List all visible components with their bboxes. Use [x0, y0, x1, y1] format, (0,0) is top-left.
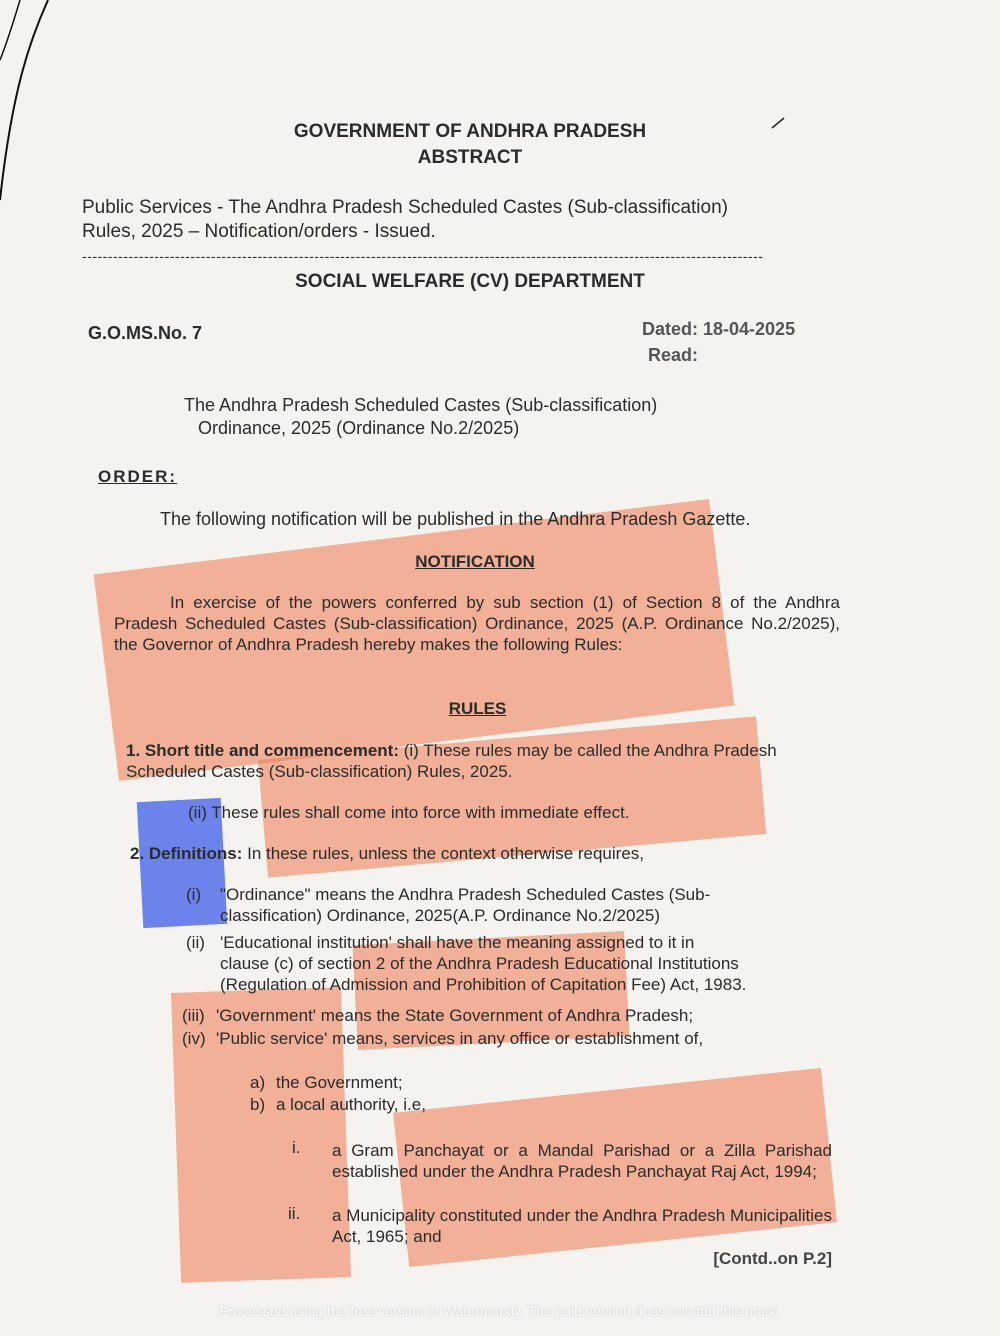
rule-1-title: 1. Short title and commencement:	[126, 741, 399, 760]
issue-date: Dated: 18-04-2025	[642, 319, 796, 339]
reference-line-2: Ordinance, 2025 (Ordinance No.2/2025)	[198, 418, 520, 438]
rule-2-title: 2. Definitions:	[130, 844, 243, 863]
subject-line-1: Public Services - The Andhra Pradesh Scheduled Castes (Sub-classification)	[82, 197, 728, 218]
reference-line-1: The Andhra Pradesh Scheduled Castes (Sub-classification)	[184, 395, 658, 415]
watermark-text: Processed using the free version of Watermarkly. The paid version does not add this mark.	[219, 1303, 781, 1319]
rule-1	[126, 740, 826, 782]
roman-item-text: a Municipality constituted under the Andhra Pradesh Municipalities Act, 1965; and	[332, 1206, 832, 1246]
notification-heading: NOTIFICATION	[415, 552, 535, 571]
order-heading: ORDER:	[98, 467, 178, 486]
rule-2	[130, 843, 644, 864]
definition-number: (i)	[186, 885, 202, 904]
read-label: Read:	[648, 345, 699, 365]
definition-item	[186, 884, 826, 928]
definition-text: 'Government' means the State Government of Andhra Pradesh;	[216, 1006, 694, 1025]
definition-number: (iii)	[182, 1006, 205, 1025]
department-heading: SOCIAL WELFARE (CV) DEPARTMENT	[295, 271, 645, 292]
definition-number: (iv)	[182, 1029, 206, 1048]
notification-text: In exercise of the powers conferred by sub section (1) of Section 8 of the Andhra Pradesh Scheduled Castes (Sub-classification) Ordinance, 2025 (A.P. Ordinance No.2/2025), the Governor of Andhra Pradesh hereby makes the following Rules:	[114, 593, 840, 654]
rule-1-text: (i) These rules may be called the Andhra Pradesh Scheduled Castes (Sub-classification) Rules, 2025.	[126, 741, 777, 781]
document-subtitle: ABSTRACT	[417, 147, 523, 168]
go-number: G.O.MS.No. 7	[88, 323, 203, 343]
page-edge-stroke	[0, 0, 60, 220]
separator-rule: ------------------------------------------------------------------------------------------------------------------------------------	[82, 248, 764, 264]
definition-text: "Ordinance" means the Andhra Pradesh Scheduled Castes (Sub- classification) Ordinance, 2025(A.P. Ordinance No.2/2025)	[220, 885, 711, 925]
subject-line	[82, 196, 872, 244]
definition-text: 'Educational institution' shall have the meaning assigned to it in clause (c) of section 2 of the Andhra Pradesh Educational Institutions (Regulation of Admission and Prohibition of Capitation Fee) Act, 1983.	[220, 933, 747, 994]
sub-item-label: b)	[250, 1095, 266, 1114]
continued-note: [Contd..on P.2]	[713, 1249, 832, 1268]
sub-item-label: a)	[250, 1073, 266, 1092]
roman-item-text: a Gram Panchayat or a Mandal Parishad or a Zilla Parishad established under the Andhra Pradesh Panchayat Raj Act, 1994;	[332, 1141, 832, 1181]
definition-item	[186, 932, 826, 998]
roman-item-label: i.	[292, 1138, 301, 1157]
document-title: GOVERNMENT OF ANDHRA PRADESH	[293, 121, 647, 142]
definition-item	[182, 1028, 822, 1050]
sub-item-text: the Government;	[276, 1073, 403, 1092]
roman-item-label: ii.	[288, 1204, 301, 1223]
sub-item-text: a local authority, i.e,	[276, 1095, 426, 1114]
definition-item	[182, 1005, 822, 1027]
rule-1-ii: (ii) These rules shall come into force with immediate effect.	[188, 803, 630, 822]
rule-2-text: In these rules, unless the context otherwise requires,	[242, 844, 645, 863]
definition-text: 'Public service' means, services in any office or establishment of,	[216, 1029, 704, 1048]
definition-number: (ii)	[186, 933, 205, 952]
subject-line-2: Rules, 2025 – Notification/orders - Issued.	[82, 221, 436, 242]
rules-heading: RULES	[448, 699, 507, 718]
order-text: The following notification will be published in the Andhra Pradesh Gazette.	[160, 509, 751, 529]
